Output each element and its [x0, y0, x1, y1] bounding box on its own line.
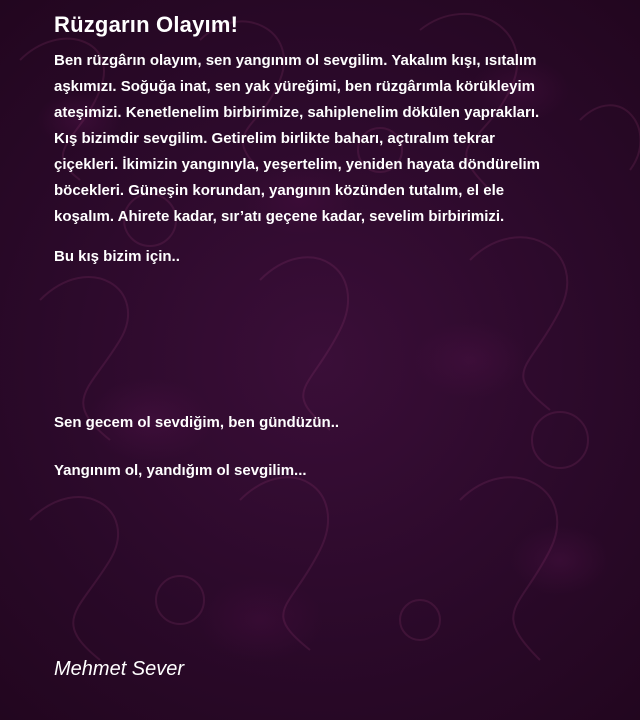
poem-line: çiçekleri. İkimizin yangınıyla, yeşertelim, yeniden hayata döndürelim	[54, 156, 541, 173]
poem-body	[54, 48, 614, 230]
poem-line: böcekleri. Güneşin korundan, yangının közünden tutalım, el ele	[54, 182, 505, 199]
poem-second-stanza	[54, 410, 614, 484]
poem-title: Rüzgarın Olayım!	[54, 12, 239, 37]
poem-author: Mehmet Sever	[54, 658, 185, 680]
poem-content	[54, 10, 614, 270]
poem-line: Kış bizimdir sevgilim. Getirelim birlikte baharı, açtıralım tekrar	[54, 130, 495, 147]
poem-line: Yangınım ol, yandığım ol sevgilim...	[54, 462, 307, 479]
poem-line: koşalım. Ahirete kadar, sır’atı geçene kadar, sevelim birbirimizi.	[54, 208, 505, 225]
poem-line: aşkımızı. Soğuğa inat, sen yak yüreğimi, ben rüzgârımla körükleyim	[54, 78, 535, 95]
poem-line-after-body: Bu kış bizim için..	[54, 248, 180, 265]
poem-line: Sen gecem ol sevdiğim, ben gündüzün..	[54, 414, 340, 431]
poem-line: Ben rüzgârın olayım, sen yangınım ol sevgilim. Yakalım kışı, ısıtalım	[54, 52, 537, 69]
poem-line: ateşimizi. Kenetlenelim birbirimize, sahiplenelim dökülen yaprakları.	[54, 104, 540, 121]
